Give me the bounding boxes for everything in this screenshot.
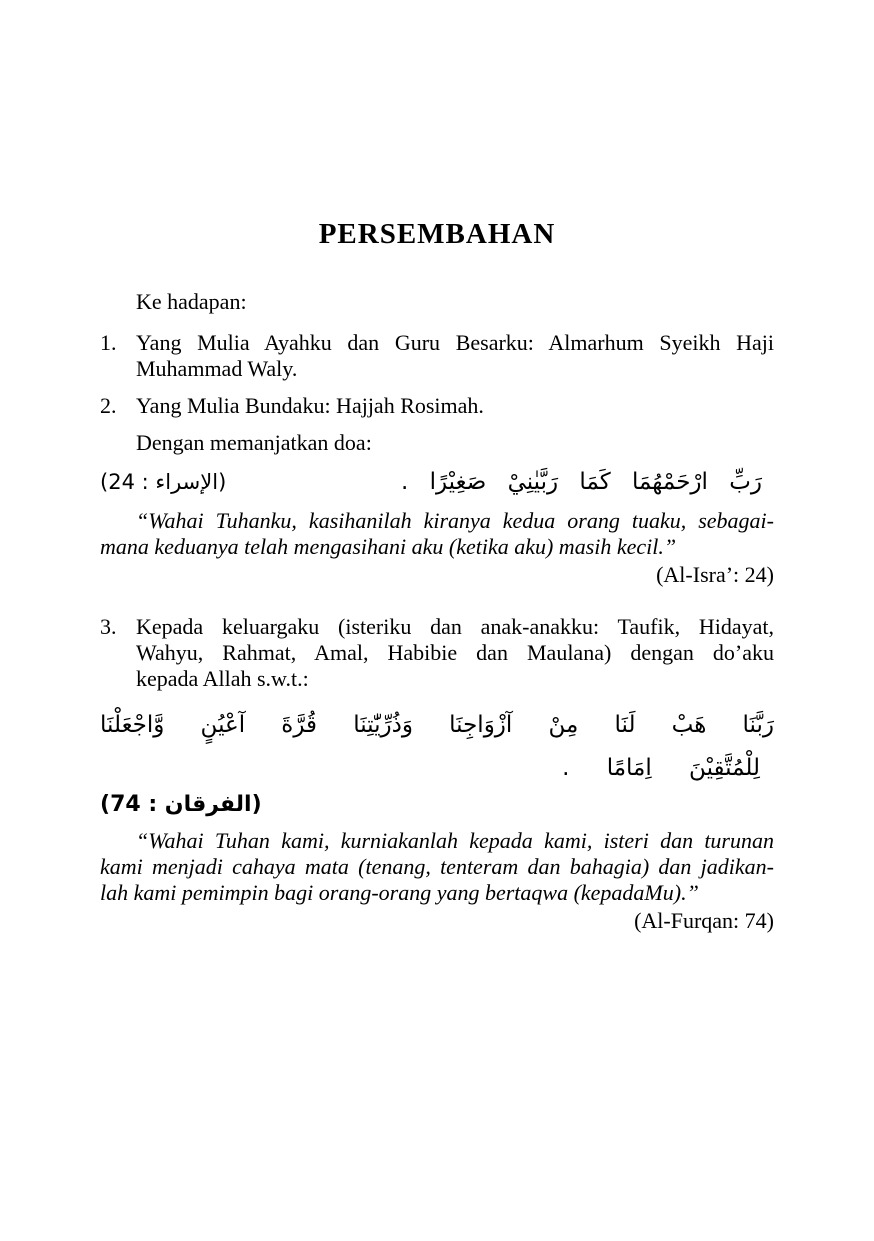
text-line: kepada Allah s.w.t.:	[136, 666, 309, 691]
text-line: “Wahai Tuhan kami, kurniakanlah kepada kami, isteri dan turunan	[136, 828, 774, 853]
list-item-3-text	[136, 614, 774, 692]
list-item-2	[100, 393, 774, 419]
list-item-2-text	[136, 393, 774, 419]
list-item-1	[100, 330, 774, 382]
verse1-row	[100, 458, 774, 506]
salutation: Ke hadapan:	[136, 289, 247, 314]
text-line: Yang Mulia Bundaku: Hajjah Rosimah.	[136, 393, 484, 418]
text-line: Kepada keluargaku (isteriku dan anak-anakku: Taufik, Hidayat,	[136, 614, 774, 639]
verse2-translation	[100, 828, 774, 906]
text-line: kami menjadi cahaya mata (tenang, tenteram dan bahagia) dan jadikan-	[100, 854, 774, 879]
page-title: PERSEMBAHAN	[318, 218, 556, 250]
text-line: lah kami pemimpin bagi orang-orang yang bertaqwa (kepadaMu).”	[100, 880, 699, 905]
verse2-arabic-line-2: لِلْمُتَّقِيْنَ اِمَامًا .	[562, 755, 760, 781]
verse1-translation	[100, 508, 774, 560]
verse2-arabic-reference: (الفرقان : 74)	[100, 792, 262, 817]
list-item-1-text	[136, 330, 774, 382]
list-item-2-number: 2.	[100, 393, 117, 418]
verse2-arabic-line-1: رَبَّنَا هَبْ لَنَا مِنْ آزْوَاجِنَا وَذُرِّيّٰتِنَا قُرَّةَ آعْيُنٍ وَّاجْعَلْنَا	[100, 712, 774, 738]
verse1-latin-reference: (Al-Isra’: 24)	[656, 562, 774, 587]
list-item-1-number: 1.	[100, 330, 117, 355]
text-line: Yang Mulia Ayahku dan Guru Besarku: Almarhum Syeikh Haji	[136, 330, 774, 355]
text-line: “Wahai Tuhanku, kasihanilah kiranya kedua orang tuaku, sebagai-	[136, 508, 774, 533]
verse1-arabic-text: رَبِّ ارْحَمْهُمَا كَمَا رَبَّيٰنِيْ صَغِيْرًا .	[400, 469, 762, 495]
text-line: Muhammad Waly.	[136, 356, 298, 381]
verse1-arabic-reference: (الإسراء : 24)	[100, 470, 227, 494]
list-item-3-number: 3.	[100, 614, 117, 639]
list-item-3	[100, 614, 774, 692]
verse2-latin-reference: (Al-Furqan: 74)	[634, 908, 774, 933]
doa-intro: Dengan memanjatkan doa:	[136, 430, 372, 455]
text-line: mana keduanya telah mengasihani aku (ketika aku) masih kecil.”	[100, 534, 677, 559]
text-line: Wahyu, Rahmat, Amal, Habibie dan Maulana) dengan do’aku	[136, 640, 774, 665]
